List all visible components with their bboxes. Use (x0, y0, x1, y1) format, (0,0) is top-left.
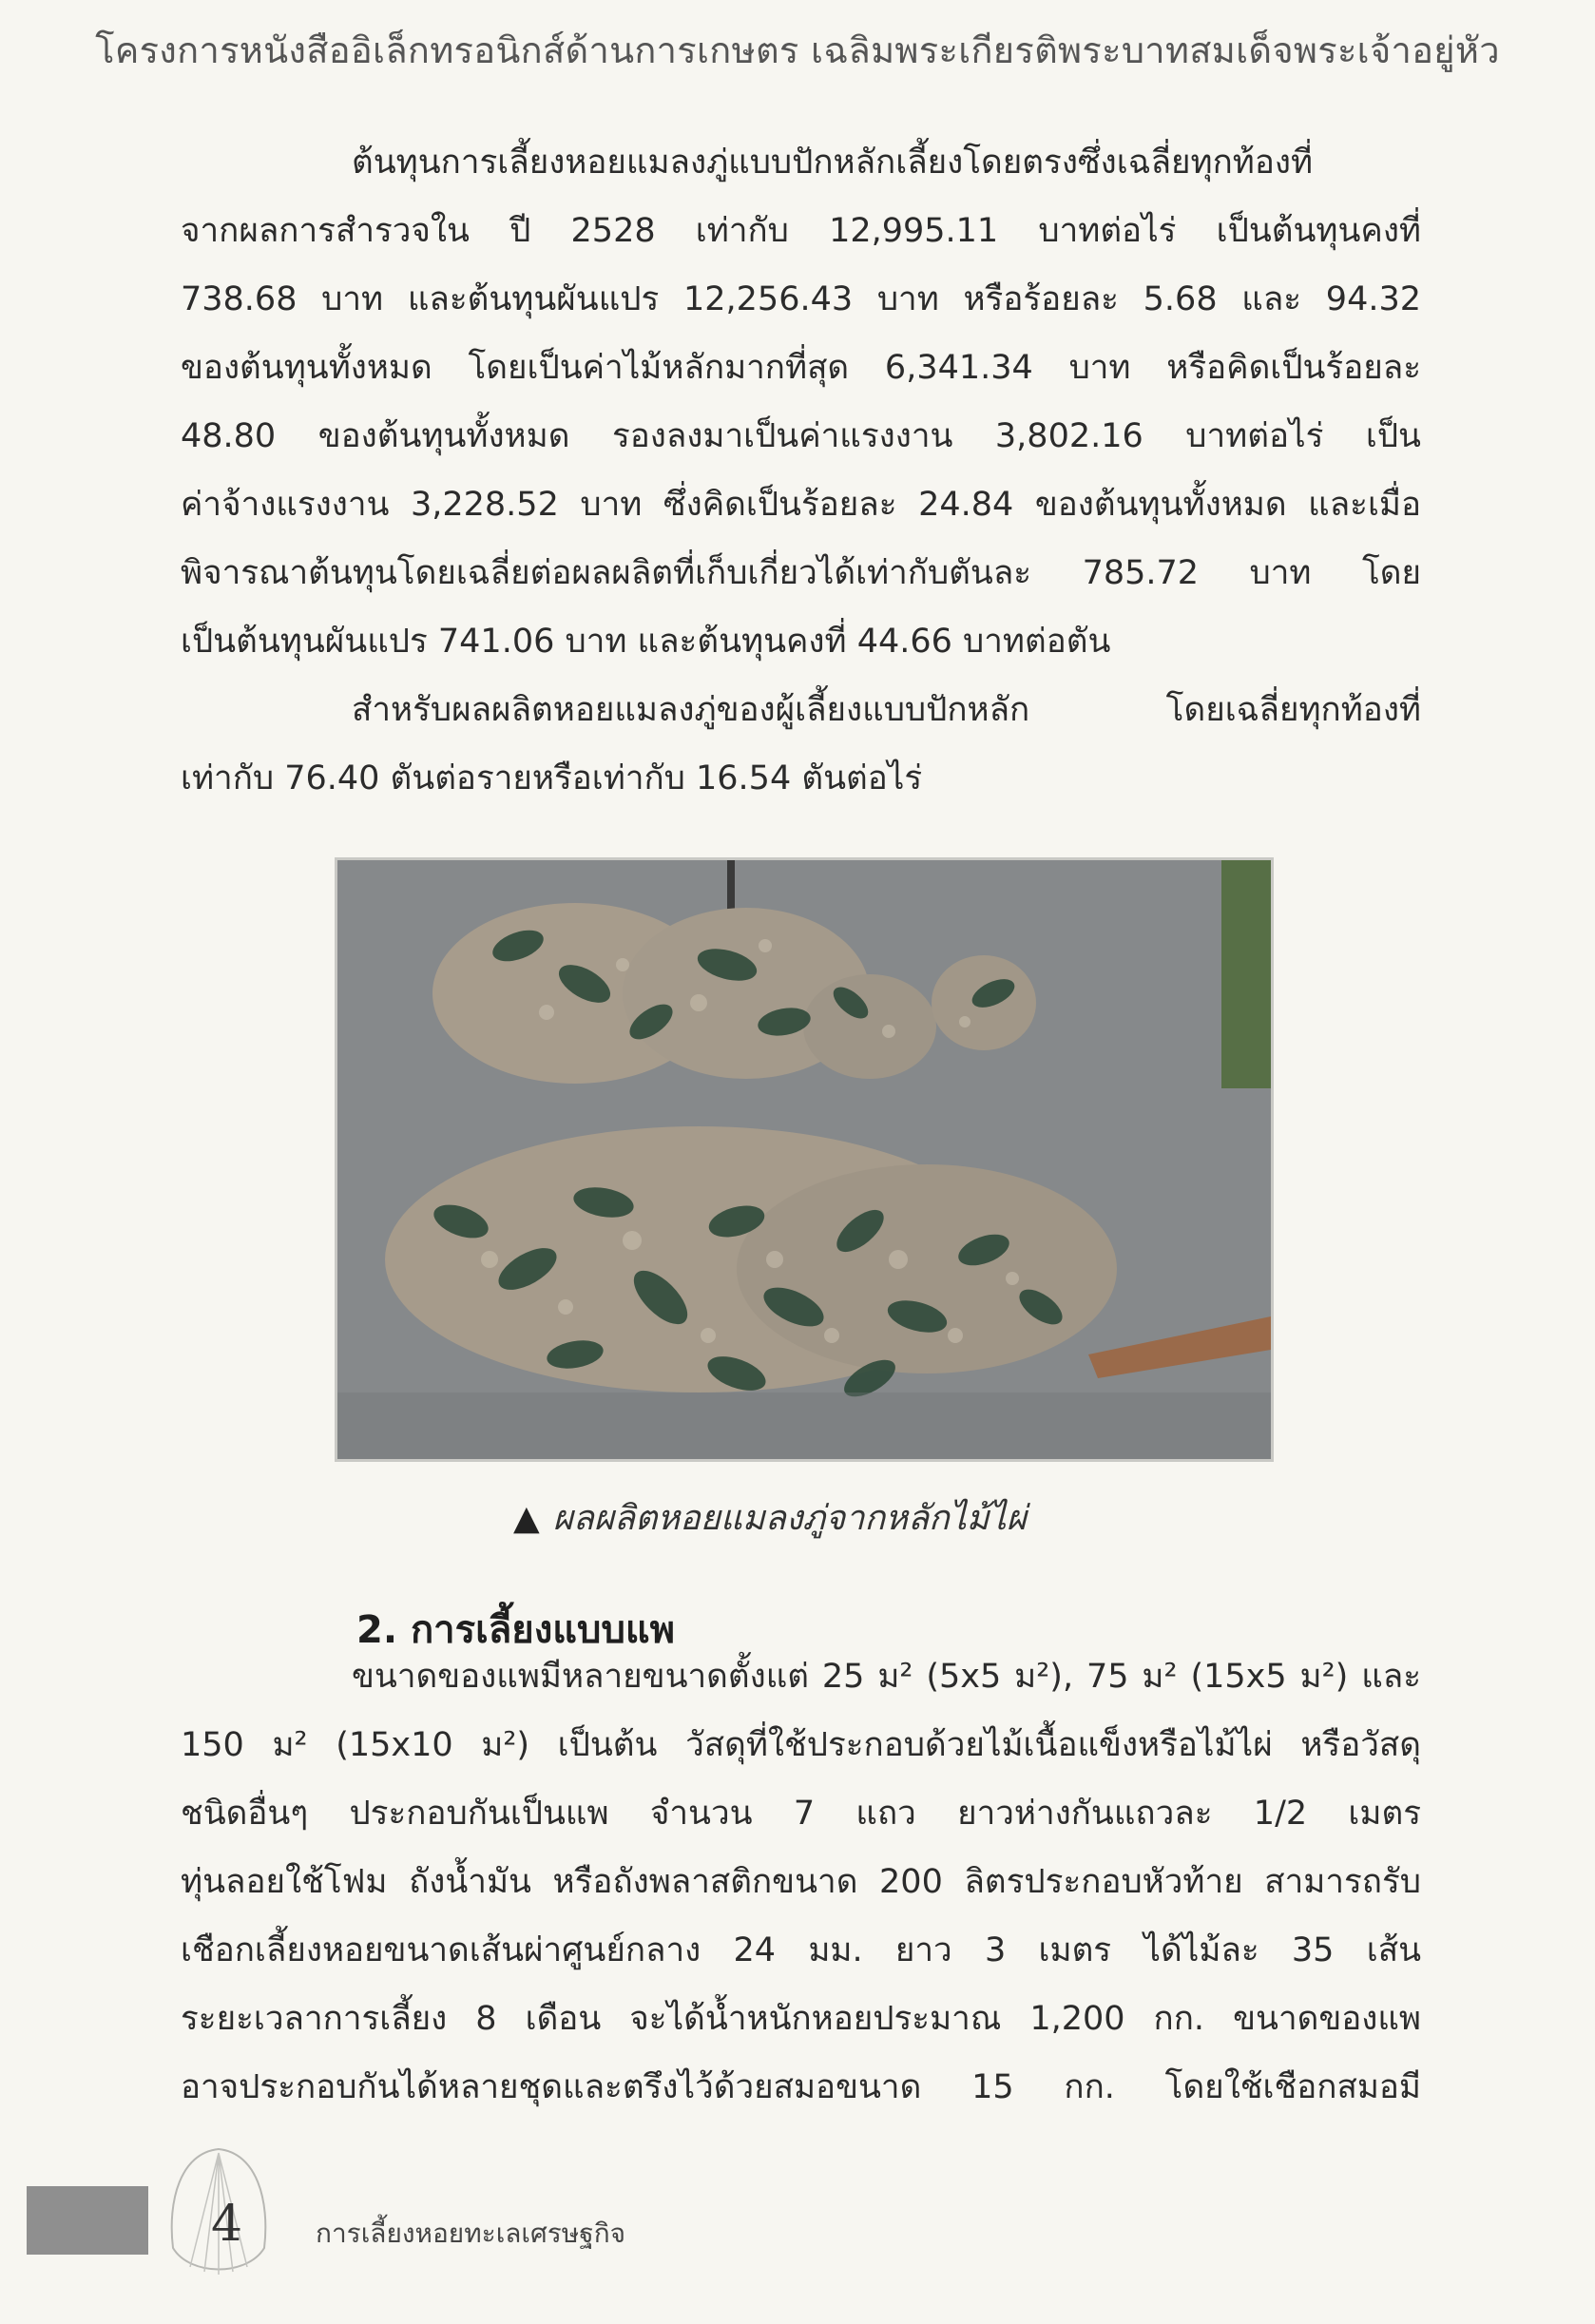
page-number: 4 (211, 2196, 243, 2253)
triangle-marker-icon: ▲ (513, 1499, 540, 1538)
running-header: โครงการหนังสืออิเล็กทรอนิกส์ด้านการเกษตร เฉลิมพระเกียรติพระบาทสมเด็จพระเจ้าอยู่หัว (95, 29, 1500, 71)
text-line: เชือกเลี้ยงหอยขนาดเส้นผ่าศูนย์กลาง 24 มม. ยาว 3 เมตร ได้ไม้ละ 35 เส้น (181, 1931, 1421, 1969)
text-line: จากผลการสำรวจใน ปี 2528 เท่ากับ 12,995.11 บาทต่อไร่ เป็นต้นทุนคงที่ (181, 212, 1421, 250)
paragraph-cost-summary (181, 128, 1421, 676)
paragraph-yield (181, 676, 1421, 813)
paragraph-raft-farming (181, 1642, 1421, 2122)
text-line: เป็นต้นทุนผันแปร 741.06 บาท และต้นทุนคงที่ 44.66 บาทต่อตัน (181, 623, 1111, 661)
text-line: ค่าจ้างแรงงาน 3,228.52 บาท ซึ่งคิดเป็นร้อยละ 24.84 ของต้นทุนทั้งหมด และเมื่อ (181, 486, 1421, 524)
section-heading: 2. การเลี้ยงแบบแพ (356, 1608, 675, 1652)
figure-caption-text: ผลผลิตหอยแมลงภู่จากหลักไม้ไผ่ (552, 1499, 1027, 1538)
text-line: ขนาดของแพมีหลายขนาดตั้งแต่ 25 ม² (5x5 ม²), 75 ม² (15x5 ม²) และ (352, 1658, 1421, 1696)
text-line: 738.68 บาท และต้นทุนผันแปร 12,256.43 บาท หรือร้อยละ 5.68 และ 94.32 (181, 280, 1421, 318)
figure-caption (513, 1490, 1027, 1545)
text-line: 48.80 ของต้นทุนทั้งหมด รองลงมาเป็นค่าแรงงาน 3,802.16 บาทต่อไร่ เป็น (181, 417, 1421, 455)
text-line: อาจประกอบกันได้หลายชุดและตรึงไว้ด้วยสมอขนาด 15 กก. โดยใช้เชือกสมอมี (181, 2068, 1421, 2106)
mussel-photo (335, 857, 1274, 1462)
footer-bar (27, 2186, 148, 2255)
mussel-cluster-illustration (337, 860, 1271, 1459)
text-line: ระยะเวลาการเลี้ยง 8 เดือน จะได้น้ำหนักหอยประมาณ 1,200 กก. ขนาดของแพ (181, 2000, 1421, 2038)
text-line: ต้นทุนการเลี้ยงหอยแมลงภู่แบบปักหลักเลี้ยงโดยตรงซึ่งเฉลี่ยทุกท้องที่ (352, 144, 1314, 182)
text-line: ทุ่นลอยใช้โฟม ถังน้ำมัน หรือถังพลาสติกขนาด 200 ลิตรประกอบหัวท้าย สามารถรับ (181, 1863, 1421, 1901)
book-title: การเลี้ยงหอยทะเลเศรษฐกิจ (316, 2218, 626, 2249)
text-line: สำหรับผลผลิตหอยแมลงภู่ของผู้เลี้ยงแบบปักหลัก โดยเฉลี่ยทุกท้องที่ (352, 691, 1421, 729)
text-line: 150 ม² (15x10 ม²) เป็นต้น วัสดุที่ใช้ประกอบด้วยไม้เนื้อแข็งหรือไม้ไผ่ หรือวัสดุ (181, 1726, 1421, 1764)
text-line: ของต้นทุนทั้งหมด โดยเป็นค่าไม้หลักมากที่สุด 6,341.34 บาท หรือคิดเป็นร้อยละ (181, 349, 1421, 387)
text-line: ชนิดอื่นๆ ประกอบกันเป็นแพ จำนวน 7 แถว ยาวห่างกันแถวละ 1/2 เมตร (181, 1795, 1421, 1833)
text-line: เท่ากับ 76.40 ตันต่อรายหรือเท่ากับ 16.54 ตันต่อไร่ (181, 759, 923, 797)
text-line: พิจารณาต้นทุนโดยเฉลี่ยต่อผลผลิตที่เก็บเกี่ยวได้เท่ากับตันละ 785.72 บาท โดย (181, 554, 1421, 592)
